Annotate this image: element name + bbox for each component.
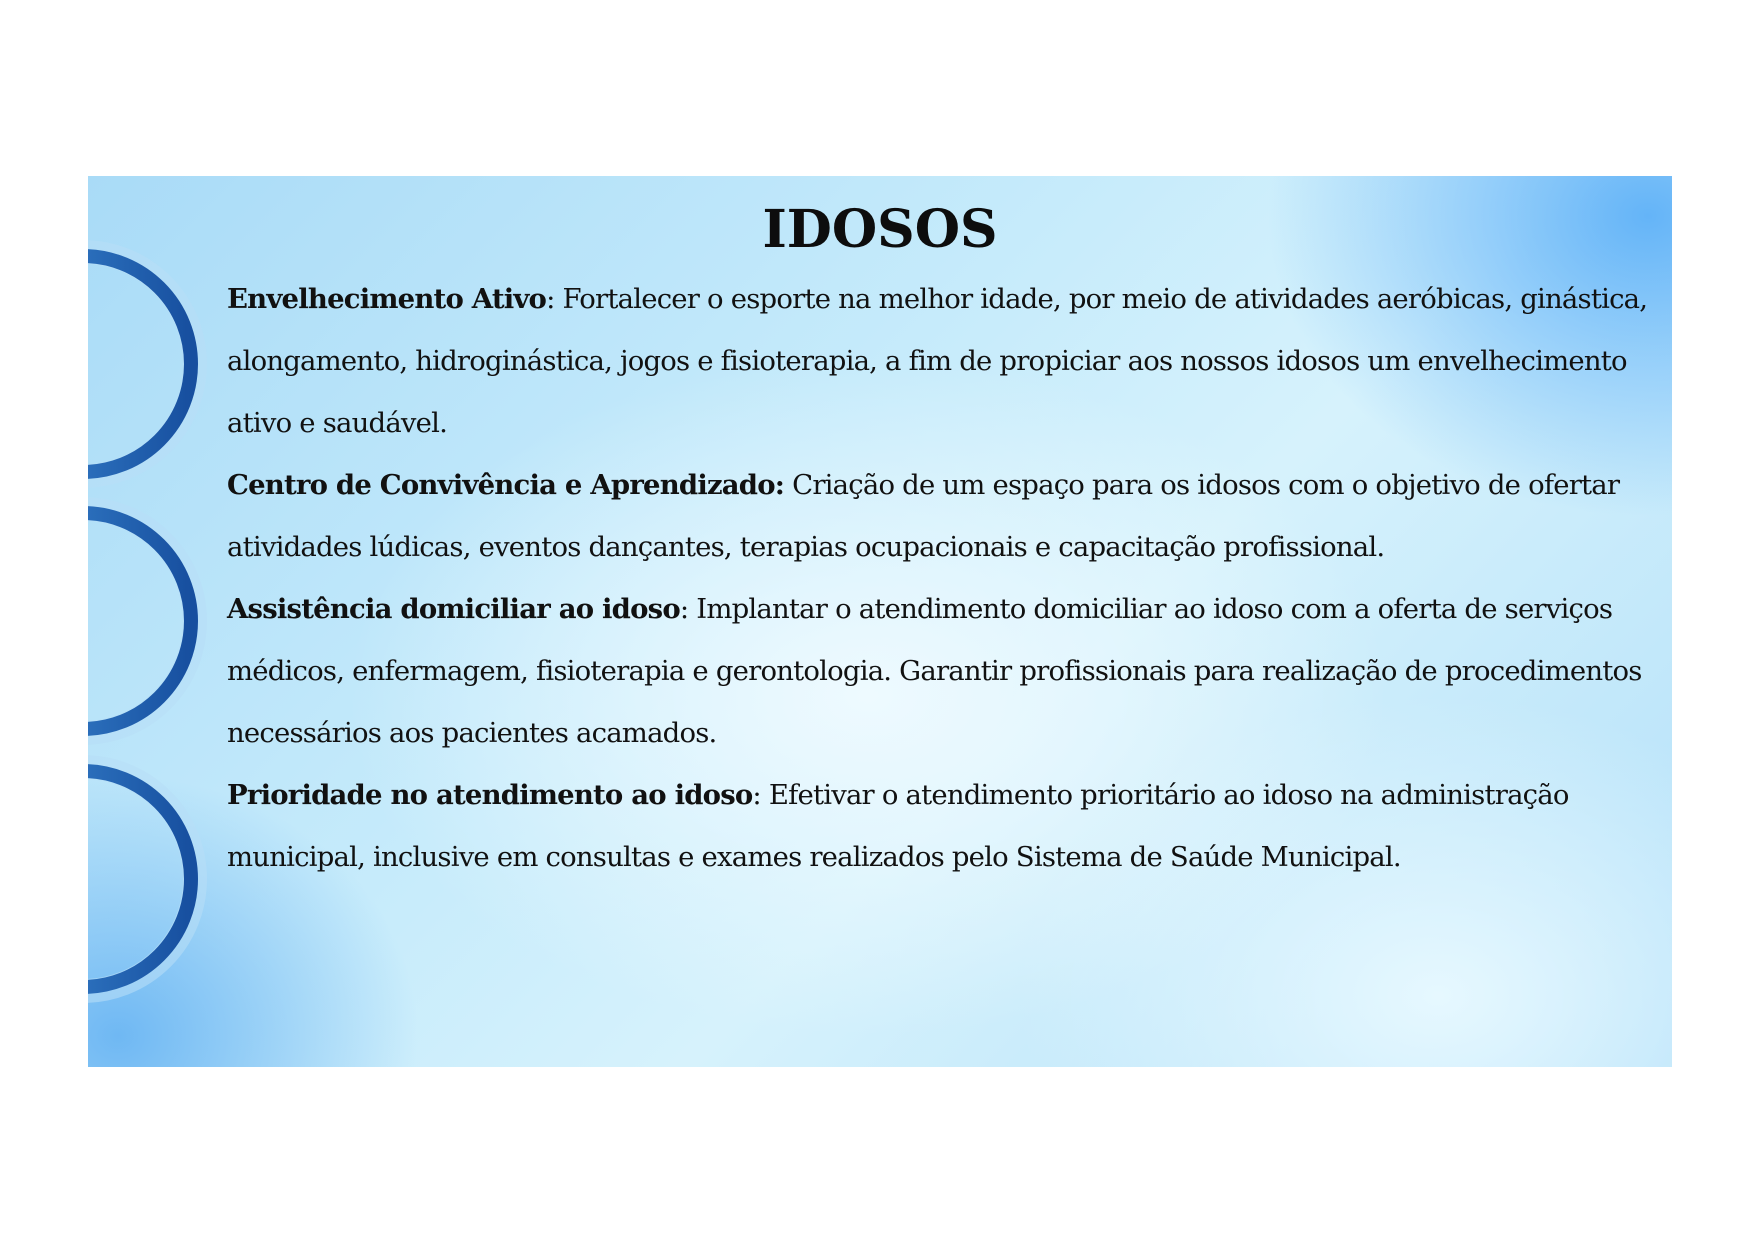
paragraph-prioridade-atendimento: [227, 764, 1652, 888]
term-description: Implantar o atendimento domiciliar ao idoso com a oferta de serviços médicos, enfermagem, fisioterapia e gerontologia. Garantir profissionais para realização de procedimentos necessários aos pacientes acamados.: [227, 593, 1642, 749]
paragraph-envelhecimento-ativo: [227, 268, 1652, 454]
paragraph-centro-convivencia: [227, 454, 1652, 578]
paragraph-assistencia-domiciliar: [227, 578, 1652, 764]
term-description: Fortalecer o esporte na melhor idade, por meio de atividades aeróbicas, ginástica, alongamento, hidroginástica, jogos e fisioterapia, a fim de propiciar aos nossos idosos um envelhecimento ativo e saudável.: [227, 283, 1648, 439]
term-separator: :: [752, 779, 761, 811]
ring-middle: [88, 509, 195, 733]
ring-top: [88, 252, 195, 476]
term-label: Envelhecimento Ativo: [227, 283, 547, 315]
term-description: Efetivar o atendimento prioritário ao idoso na administração municipal, inclusive em consultas e exames realizados pelo Sistema de Saúde Municipal.: [227, 779, 1569, 873]
ring-bottom: [88, 767, 195, 991]
term-label: Centro de Convivência e Aprendizado:: [227, 469, 785, 501]
term-label: Assistência domiciliar ao idoso: [227, 593, 680, 625]
term-description: Criação de um espaço para os idosos com o objetivo de ofertar atividades lúdicas, eventos dançantes, terapias ocupacionais e capacitação profissional.: [227, 469, 1620, 563]
slide-title: IDOSOS: [762, 199, 998, 260]
term-label: Prioridade no atendimento ao idoso: [227, 779, 753, 811]
term-separator: :: [679, 593, 689, 625]
content-body: [227, 268, 1652, 888]
term-separator: :: [546, 283, 555, 315]
slide: [88, 176, 1672, 1067]
